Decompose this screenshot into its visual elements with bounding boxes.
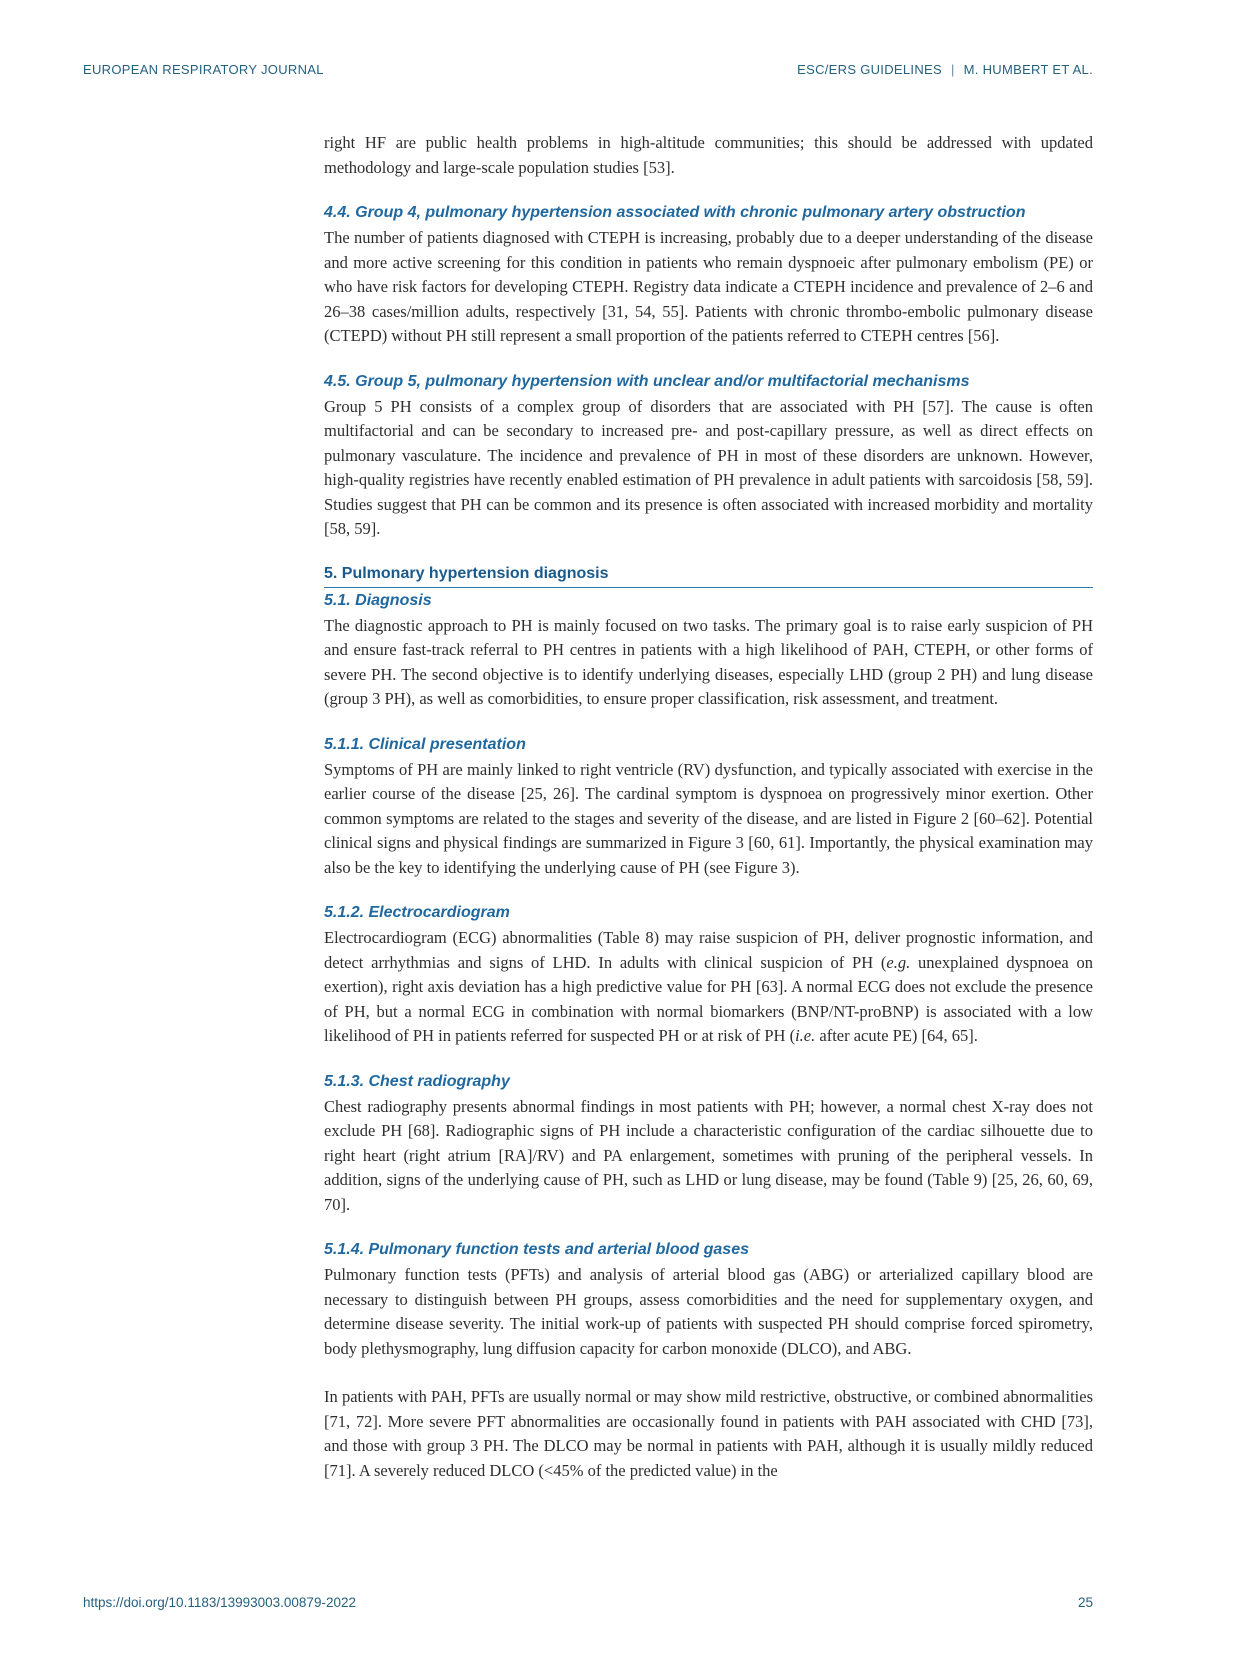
heading-5-ph-diagnosis: 5. Pulmonary hypertension diagnosis xyxy=(324,564,1093,588)
paragraph-pft-abg-1: Pulmonary function tests (PFTs) and analysis of arterial blood gas (ABG) or arterialized capillary blood are necessary to distinguish between PH groups, assess comorbidities and the need for supplementary oxygen, and determine disease severity. The initial work-up of patients with suspected PH should comprise forced spirometry, body plethysmography, lung diffusion capacity for carbon monoxide (DLCO), and ABG. xyxy=(324,1265,1093,1358)
page-header xyxy=(83,62,1093,77)
doi-link[interactable]: https://doi.org/10.1183/13993003.00879-2022 xyxy=(83,1595,356,1610)
article-authors: M. HUMBERT ET AL. xyxy=(963,62,1093,77)
heading-5-1-1-clinical-presentation: 5.1.1. Clinical presentation xyxy=(324,735,526,753)
heading-4-4-group-4: 4.4. Group 4, pulmonary hypertension associated with chronic pulmonary artery obstruction xyxy=(324,204,1026,221)
ecg-text-segment: after acute PE) [64, 65]. xyxy=(815,1026,978,1045)
paragraph-clinical-presentation: Symptoms of PH are mainly linked to right ventricle (RV) dysfunction, and typically associated with exercise in the earlier course of the disease [25, 26]. The cardinal symptom is dyspnoea on progressively minor exertion. Other common symptoms are related to the stages and severity of the disease, and are listed in Figure 2 [60–62]. Potential clinical signs and physical findings are summarized in Figure 3 [60, 61]. Importantly, the physical examination may also be the key to identifying the underlying cause of PH (see Figure 3). xyxy=(324,759,1093,877)
paragraph-group-5: Group 5 PH consists of a complex group of disorders that are associated with PH [57]. The cause is often multifactorial and can be secondary to increased pre- and post-capillary pressure, as well as direct effects on pulmonary vasculature. The incidence and prevalence of PH in most of these disorders are unknown. However, high-quality registries have recently enabled estimation of PH prevalence in adult patients with sarcoidosis [58, 59]. Studies suggest that PH can be common and its presence is often associated with increased morbidity and mortality [58, 59]. xyxy=(324,396,1093,538)
paragraph-electrocardiogram xyxy=(324,926,1093,1049)
header-article-info xyxy=(797,62,1093,77)
heading-5-1-diagnosis: 5.1. Diagnosis xyxy=(324,591,432,609)
heading-5-1-2-electrocardiogram: 5.1.2. Electrocardiogram xyxy=(324,904,510,921)
article-body xyxy=(324,131,1093,1483)
page-number: 25 xyxy=(1077,1595,1093,1610)
ecg-text-segment: Electrocardiogram (ECG) abnormalities (Table 8) may raise suspicion of PH, deliver prognostic information, and detect arrhythmias and signs of LHD. In adults with clinical suspicion of PH ( xyxy=(324,928,1093,972)
ecg-italic-ie: i.e. xyxy=(795,1026,816,1045)
paragraph-intro-continuation: right HF are public health problems in high-altitude communities; this should be addressed with updated methodology and large-scale population studies [53]. xyxy=(324,133,1093,177)
heading-4-5-group-5: 4.5. Group 5, pulmonary hypertension with unclear and/or multifactorial mechanisms xyxy=(324,372,970,390)
ecg-text-segment: unexplained dyspnoea on exertion), right axis deviation has a high predictive value for PH [63]. A normal ECG does not exclude the presence of PH, but a normal ECG in combination with normal biomarkers (BNP/NT-proBNP) is associated with a low likelihood of PH in patients referred for suspected PH or at risk of PH ( xyxy=(324,952,1093,1045)
heading-5-1-3-chest-radiography: 5.1.3. Chest radiography xyxy=(324,1072,510,1090)
paragraph-chest-radiography: Chest radiography presents abnormal findings in most patients with PH; however, a normal chest X-ray does not exclude PH [68]. Radiographic signs of PH include a characteristic configuration of the cardiac silhouette due to right heart (right atrium [RA]/RV) and PA enlargement, sometimes with pruning of the peripheral vessels. In addition, signs of the underlying cause of PH, such as LHD or lung disease, may be found (Table 9) [25, 26, 60, 69, 70]. xyxy=(324,1096,1093,1214)
paragraph-diagnosis: The diagnostic approach to PH is mainly focused on two tasks. The primary goal is to raise early suspicion of PH and ensure fast-track referral to PH centres in patients with a high likelihood of PAH, CTEPH, or other forms of severe PH. The second objective is to identify underlying diseases, especially LHD (group 2 PH) and lung disease (group 3 PH), as well as comorbidities, to ensure proper classification, risk assessment, and treatment. xyxy=(324,615,1093,708)
article-type: ESC/ERS GUIDELINES xyxy=(797,62,942,77)
paragraph-group-4: The number of patients diagnosed with CTEPH is increasing, probably due to a deeper understanding of the disease and more active screening for this condition in patients who remain dyspnoeic after pulmonary embolism (PE) or who have risk factors for developing CTEPH. Registry data indicate a CTEPH incidence and prevalence of 2–6 and 26–38 cases/million adults, respectively [31, 54, 55]. Patients with chronic thrombo-embolic pulmonary disease (CTEPD) without PH still represent a small proportion of the patients referred to CTEPH centres [56]. xyxy=(324,228,1093,345)
page-footer xyxy=(83,1595,1093,1610)
ecg-italic-eg: e.g. xyxy=(886,952,911,972)
paragraph-pft-abg-2: In patients with PAH, PFTs are usually normal or may show mild restrictive, obstructive, or combined abnormalities [71, 72]. More severe PFT abnormalities are occasionally found in patients with PAH associated with CHD [73], and those with group 3 PH. The DLCO may be normal in patients with PAH, although it is usually mildly reduced [71]. A severely reduced DLCO (<45% of the predicted value) in the xyxy=(324,1387,1093,1480)
heading-5-1-4-pft-abg: 5.1.4. Pulmonary function tests and arterial blood gases xyxy=(324,1241,749,1258)
journal-name: EUROPEAN RESPIRATORY JOURNAL xyxy=(83,62,324,77)
header-separator: | xyxy=(950,62,955,77)
